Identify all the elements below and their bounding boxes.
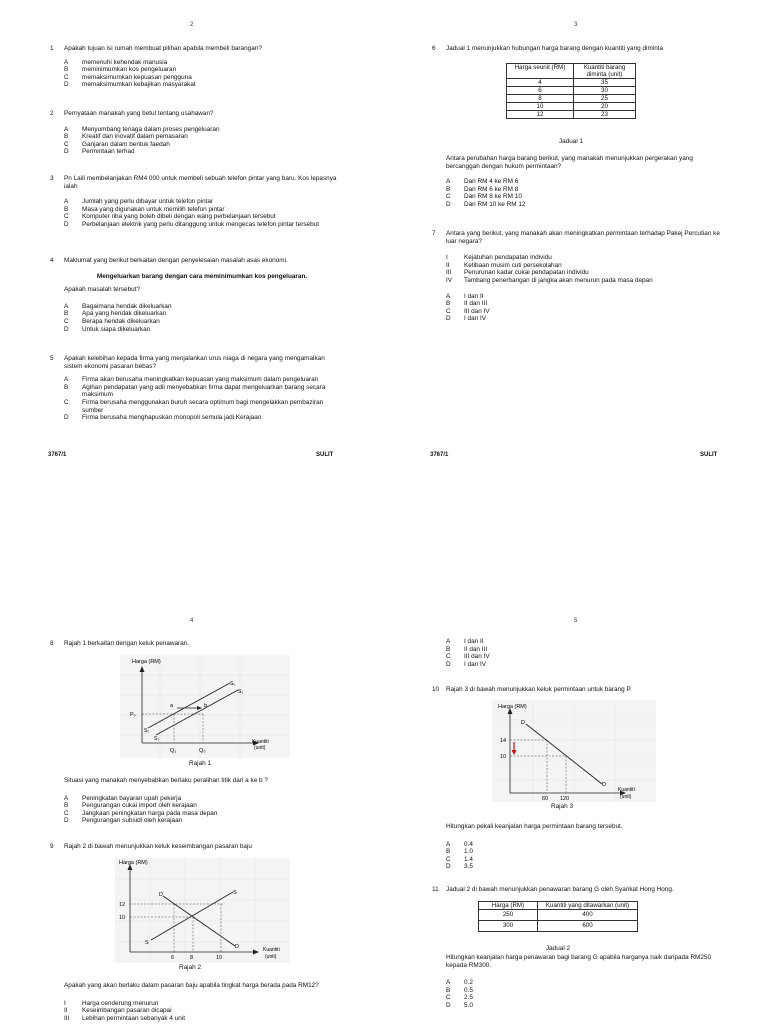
option[interactable]: A Menyumbang tenaga dalam proses pengeluaran xyxy=(64,125,220,133)
y-axis-label: Harga (RM) xyxy=(132,659,161,665)
question-text: Apakah tujuan isi rumah membuat pilihan apabila membeli barangan? xyxy=(64,45,262,52)
table-header: Harga (RM) xyxy=(479,902,538,910)
question-prompt: Hitungkan pekali keanjalan harga permintaan barang tersebut. xyxy=(446,823,623,830)
question-number: 5 xyxy=(50,355,54,362)
question-number: 10 xyxy=(432,686,440,693)
option[interactable]: C Berapa hendak dikeluarkan xyxy=(64,317,160,325)
question-number: 4 xyxy=(50,257,54,264)
question-8-prompt xyxy=(50,777,340,825)
table-row: 6 30 xyxy=(507,87,636,95)
s0-bottom-label: S₀ xyxy=(144,728,150,734)
y-axis-label: Harga (RM) xyxy=(119,860,148,866)
question-number: 6 xyxy=(432,45,436,52)
option[interactable]: A Peningkatan bayaran upah pekerja xyxy=(64,794,182,802)
option[interactable]: D I dan IV xyxy=(446,660,487,668)
question-text: Rajah 2 di bawah menunjukkan keluk keseimbangan pasaran baju xyxy=(64,843,252,850)
statement-item: II Ketibaan musim cuti persekolahan xyxy=(446,261,562,269)
footer-code: 3767/1 xyxy=(48,452,67,458)
statement-item: II Keseimbangan pasaran dicapai xyxy=(64,1007,172,1015)
table-row: 250 400 xyxy=(479,910,638,921)
question-prompt: Apakah masalah tersebut? xyxy=(64,286,141,294)
question-11 xyxy=(432,886,722,894)
question-5 xyxy=(50,355,330,422)
statement-item: III Penurunan kadar cukai pendapatan individu xyxy=(446,269,589,277)
x-axis-label: Kuantiti xyxy=(252,739,269,745)
option[interactable]: C Komputer riba yang boleh dibeli dengan wang perbelanjaan tersebut xyxy=(64,213,276,221)
table-1 xyxy=(506,63,636,119)
x-tick-60: 60 xyxy=(542,796,549,802)
option[interactable]: A memenuhi kehendak manusia xyxy=(64,58,168,66)
option[interactable]: D I dan IV xyxy=(446,315,487,323)
option[interactable]: D Dari RM 10 ke RM 12 xyxy=(446,200,526,208)
option[interactable]: C Firma berusaha menggunakan buruh secara optimum bagi mengelakkan pembaziran sumber xyxy=(64,398,324,414)
statement-item: I Harga cenderung menurun xyxy=(64,999,159,1007)
page-number: 4 xyxy=(190,618,194,624)
q1-label: Q₁ xyxy=(170,748,177,754)
option[interactable]: D Untuk siapa dikeluarkan xyxy=(64,325,151,333)
option[interactable]: C Jangkaan peningkatan harga pada masa depan xyxy=(64,809,218,817)
table-caption: Jadual 2 xyxy=(545,945,571,952)
x-tick-10: 10 xyxy=(216,955,223,961)
option[interactable]: A Jumlah yang perlu dibayar untuk telefon pintar xyxy=(64,198,214,206)
option[interactable]: C Ganjaran dalam bentuk faedah xyxy=(64,140,170,148)
question-7 xyxy=(432,230,722,323)
table-row: 10 20 xyxy=(507,103,636,111)
x-axis-unit: (unit) xyxy=(620,794,632,800)
figure-1-supply-graph xyxy=(120,655,290,758)
option[interactable]: C 2.5 xyxy=(446,994,473,1002)
figure-3-demand-graph xyxy=(492,700,656,802)
question-2 xyxy=(50,110,340,156)
question-text: Antara yang berikut, yang manakah akan meningkatkan permintaan terhadap Pakej Percutian ke luar negara? xyxy=(446,230,720,245)
option[interactable]: B Agihan pendapatan yang adil menyebabkan firma dapat mengeluarkan barang secara maksimum xyxy=(64,383,326,399)
footer-sulit: SULIT xyxy=(316,452,334,458)
footer-code: 3767/1 xyxy=(430,452,449,458)
y-tick-12: 12 xyxy=(119,902,126,908)
s1-top-label: S₁ xyxy=(238,689,244,695)
y-axis-label: Harga (RM) xyxy=(498,704,527,710)
s1-bottom-label: S₁ xyxy=(154,736,160,742)
option[interactable]: C memaksimumkan kepuasan pengguna xyxy=(64,73,192,81)
x-tick-6: 6 xyxy=(171,955,175,961)
question-number: 1 xyxy=(50,45,54,52)
p0-label: P₀ xyxy=(130,712,136,718)
question-prompt: Antara perubahan harga barang berikut, yang manakah menunjukkan pergerakan yang bercanggah dengan hukum permintaan? xyxy=(446,155,693,170)
figure-caption: Rajah 2 xyxy=(178,964,202,971)
demand-label-end: D xyxy=(602,782,606,788)
option[interactable]: C 1.4 xyxy=(446,855,473,863)
question-number: 8 xyxy=(50,640,54,647)
x-axis-label: Kuantiti xyxy=(263,947,280,953)
y-tick-14: 14 xyxy=(500,738,507,744)
statement: Mengeluarkan barang dengan cara meminimumkan kos pengeluaran. xyxy=(96,272,308,280)
point-a-label: a xyxy=(170,703,174,709)
table-caption: Jadual 1 xyxy=(558,138,584,145)
option[interactable]: D memaksimumkan kebajikan masyarakat xyxy=(64,81,196,89)
table-header: Kuantiti barang diminta (unit) xyxy=(574,64,636,79)
option[interactable]: D Perbelanjaan elektrik yang perlu ditanggung untuk mengecas telefon pintar tersebut xyxy=(64,220,319,228)
demand-label: D xyxy=(159,892,163,898)
option[interactable]: D Permintaan terhad xyxy=(64,148,135,156)
option[interactable]: B Apa yang hendak dikeluarkan xyxy=(64,310,167,318)
question-6-prompt xyxy=(432,155,722,209)
option[interactable]: B Masa yang digunakan untuk memilih telefon pintar xyxy=(64,205,225,213)
option[interactable]: C III dan IV xyxy=(446,653,490,661)
option[interactable]: A Dari RM 4 ke RM 6 xyxy=(446,178,519,186)
question-prompt: Situasi yang manakah menyebabkan berlaku peralihan titik dari a ke b ? xyxy=(64,777,268,784)
option[interactable]: B meminimumkan kos pengeluaran xyxy=(64,66,177,74)
question-4 xyxy=(50,257,340,333)
table-row: 8 25 xyxy=(507,95,636,103)
question-11-prompt xyxy=(432,954,722,1010)
figure-caption: Rajah 3 xyxy=(550,803,574,810)
option[interactable]: B II dan III xyxy=(446,300,488,308)
option[interactable]: A I dan II xyxy=(446,638,484,645)
option[interactable]: B 0.5 xyxy=(446,986,473,994)
option[interactable]: A 0.2 xyxy=(446,979,473,987)
question-10-prompt xyxy=(432,823,722,871)
option[interactable]: B 1.0 xyxy=(446,848,473,856)
option[interactable]: D Firma berusaha menghapuskan monopoli semula jadi Kerajaan xyxy=(64,414,262,422)
point-b-label: b xyxy=(204,703,208,709)
x-axis-label: Kuantiti xyxy=(618,787,635,793)
question-text: Pn Laili membelanjakan RM4 000 untuk membeli sebuah telefon pintar yang baru. Kos lepasnya ialah xyxy=(64,175,337,190)
footer-sulit: SULIT xyxy=(700,452,718,458)
question-9-prompt xyxy=(50,982,340,1022)
statement-item: III Lebihan permintaan sebanyak 4 unit xyxy=(64,1014,186,1022)
question-text: Jadual 2 di bawah menunjukkan penawaran barang G oleh Syarikat Hong Hong. xyxy=(446,886,674,893)
question-number: 7 xyxy=(432,230,436,237)
question-text: Rajah 3 di bawah menunjukkan keluk permintaan untuk barang P. xyxy=(446,686,632,693)
question-6 xyxy=(432,45,722,53)
question-3 xyxy=(50,175,340,229)
table-2 xyxy=(478,901,638,932)
question-1 xyxy=(50,45,340,89)
table-header: Harga seunit (RM) xyxy=(507,64,574,79)
table-row: 300 600 xyxy=(479,921,638,932)
option[interactable]: D 3.5 xyxy=(446,863,473,871)
option[interactable]: A Firma akan berusaha meningkatkan kepuasan yang maksimum dalam pengeluaran xyxy=(64,376,319,384)
question-8 xyxy=(50,640,340,648)
x-axis-unit: (unit) xyxy=(265,954,277,960)
question-number: 9 xyxy=(50,843,54,850)
x-tick-120: 120 xyxy=(560,796,570,802)
x-axis-unit: (unit) xyxy=(254,745,266,751)
statement-item: I Kejatuhan pendapatan individu xyxy=(446,254,552,262)
table-row: 4 35 xyxy=(507,79,636,87)
page-number: 2 xyxy=(190,22,194,28)
option[interactable]: D 5.0 xyxy=(446,1001,473,1009)
question-text: Rajah 1 berkaitan dengan keluk penawaran. xyxy=(64,640,190,647)
table-row: 12 23 xyxy=(507,111,636,119)
question-text: Jadual 1 menunjukkan hubungan harga barang dengan kuantiti yang diminta xyxy=(446,45,664,52)
figure-caption: Rajah 1 xyxy=(188,760,212,767)
y-tick-10: 10 xyxy=(500,754,507,760)
option[interactable]: A 0.4 xyxy=(446,840,473,848)
q0-label: Q₀ xyxy=(199,748,206,754)
question-number: 11 xyxy=(432,886,439,893)
figure-2-equilibrium-graph xyxy=(115,858,290,963)
y-tick-10: 10 xyxy=(119,915,126,921)
question-10 xyxy=(432,686,722,694)
page-number: 3 xyxy=(574,22,578,28)
question-text: Apakah kelebihan kepada firma yang menjalankan urus niaga di negara yang mengamalkan sistem ekonomi pasaran bebas? xyxy=(64,355,325,370)
question-prompt: Apakah yang akan berlaku dalam pasaran baju apabila tingkat harga berada pada RM12? xyxy=(64,982,319,989)
option[interactable]: C III dan IV xyxy=(446,307,490,315)
question-text: Maklumat yang berikut berkaitan dengan penyelesaian masalah asas ekonomi. xyxy=(64,257,288,264)
option[interactable]: C Dari RM 8 ke RM 10 xyxy=(446,193,522,201)
demand-label: D xyxy=(521,720,525,726)
supply-label-start: S xyxy=(145,940,149,946)
question-9 xyxy=(50,843,340,851)
page-number: 5 xyxy=(574,618,578,624)
question-text: Pernyataan manakah yang betul tentang usahawan? xyxy=(64,110,214,117)
option[interactable]: B Kreatif dan inovatif dalam pemasaran xyxy=(64,133,188,141)
question-prompt: Hitungkan keanjalan harga penawaran bagi barang G apabila harganya naik daripada RM250 kepada RM300. xyxy=(446,954,712,969)
table-header: Kuantiti yang ditawarkan (unit) xyxy=(538,902,638,910)
option[interactable]: A Bagaimana hendak dikeluarkan xyxy=(64,302,172,310)
option[interactable]: B Dari RM 6 ke RM 8 xyxy=(446,185,519,193)
question-number: 3 xyxy=(50,175,54,182)
statement-item: IV Tambang penerbangan di jangka akan menurun pada masa depan xyxy=(446,276,653,284)
s0-top-label: S₀ xyxy=(230,681,236,687)
demand-label-end: D xyxy=(235,944,239,950)
option[interactable]: B Pengurangan cukai import oleh kerajaan xyxy=(64,802,197,810)
option[interactable]: B II dan III xyxy=(446,645,488,653)
option[interactable]: D Pengurangan subsidi oleh kerajaan xyxy=(64,817,183,825)
x-tick-8: 8 xyxy=(190,955,194,961)
question-9-options xyxy=(432,638,722,668)
question-number: 2 xyxy=(50,110,54,117)
supply-label: S xyxy=(233,890,237,896)
option[interactable]: A I dan II xyxy=(446,292,484,300)
